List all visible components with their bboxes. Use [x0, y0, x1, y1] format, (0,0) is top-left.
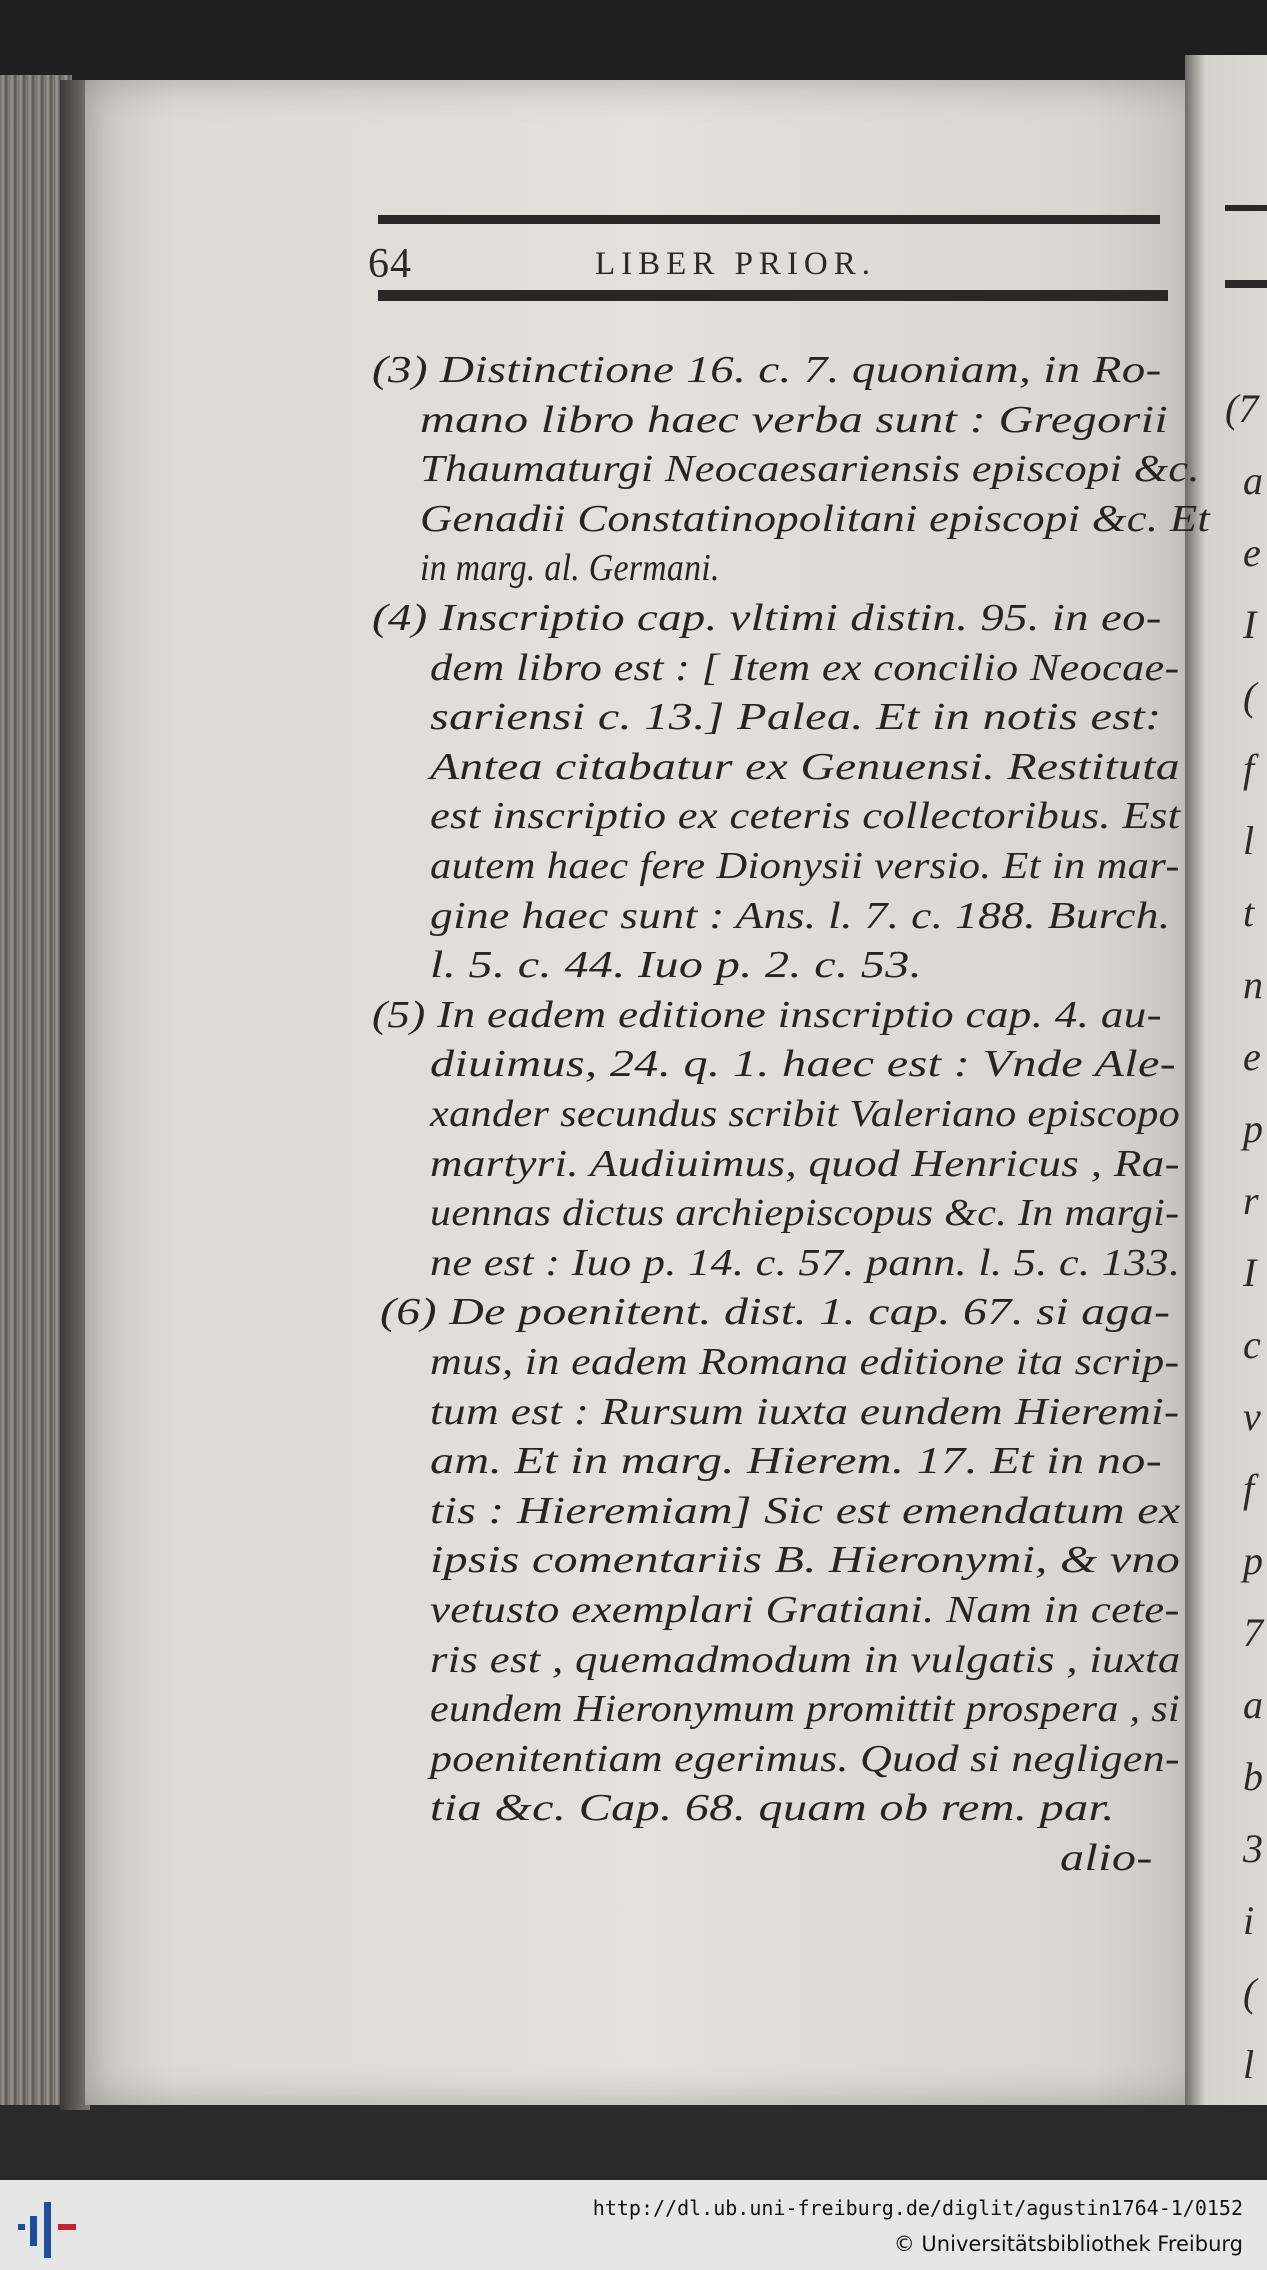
running-title: LIBER PRIOR. — [595, 246, 877, 282]
facing-page-fragment: 3 — [1243, 1826, 1263, 1871]
facing-page-fragment: (7 — [1225, 386, 1259, 431]
facing-page-fragment: a — [1243, 458, 1263, 503]
footnote-line: ipsis comentariis B. Hieronymi, & vno — [430, 1539, 1181, 1582]
footnote-line: eundem Hieronymum promittit prospera , si — [430, 1688, 1180, 1731]
footnote-line: tum est : Rursum iuxta eundem Hieremi- — [430, 1390, 1180, 1433]
footnote-line: (3) Distinctione 16. c. 7. quoniam, in Ro- — [372, 349, 1162, 391]
library-logo-icon — [14, 2194, 84, 2258]
footnote-line: (6) De poenitent. dist. 1. cap. 67. si aga- — [380, 1291, 1171, 1334]
footnote-line: sariensi c. 13.] Palea. Et in notis est: — [430, 696, 1162, 739]
footnote-line: uennas dictus archiepiscopus &c. In margi- — [430, 1192, 1180, 1235]
footnote-line: martyri. Audiuimus, quod Henricus , Ra- — [430, 1142, 1180, 1185]
footnote-line: (5) In eadem editione inscriptio cap. 4. au- — [372, 993, 1163, 1036]
facing-page-fragment: v — [1243, 1394, 1261, 1439]
facing-page-fragment: a — [1243, 1682, 1263, 1727]
facing-page-fragment: ( — [1243, 1970, 1257, 2015]
footnote-line: autem haec fere Dionysii versio. Et in mar- — [430, 845, 1180, 887]
facing-page-fragment: b — [1243, 1754, 1263, 1799]
footnote-line: vetusto exemplari Gratiani. Nam in cete- — [430, 1589, 1180, 1631]
facing-page-fragment: l — [1243, 2042, 1255, 2087]
facing-page-fragment: e — [1243, 530, 1261, 575]
facing-page-fragment: I — [1243, 1250, 1257, 1295]
facing-page-fragment: 7 — [1243, 1610, 1263, 1655]
footer-copyright: © Universitätsbibliothek Freiburg — [893, 2232, 1243, 2256]
footnote-line: ne est : Iuo p. 14. c. 57. pann. l. 5. c. 133. — [430, 1241, 1181, 1284]
footnote-line: am. Et in marg. Hierem. 17. Et in no- — [430, 1440, 1163, 1483]
footnote-line: mus, in eadem Romana editione ita scrip- — [430, 1341, 1180, 1383]
page-number: 64 — [368, 241, 412, 287]
footnote-line: (4) Inscriptio cap. vltimi distin. 95. in eo- — [372, 597, 1162, 639]
footnote-line: l. 5. c. 44. Iuo p. 2. c. 53. — [430, 944, 923, 987]
footnote-line: est inscriptio ex ceteris collectoribus. Est — [430, 795, 1181, 838]
facing-page-fragment: p — [1243, 1106, 1263, 1151]
facing-page-fragment: ( — [1243, 674, 1257, 719]
footnote-line: Genadii Constatinopolitani episcopi &c. Et — [420, 497, 1211, 540]
facing-page-fragment: f — [1243, 1466, 1255, 1511]
footer-url[interactable]: http://dl.ub.uni-freiburg.de/diglit/agustin1764-1/0152 — [592, 2196, 1243, 2220]
facing-page-fragment: r — [1243, 1178, 1259, 1223]
footnote-line: Thaumaturgi Neocaesariensis episcopi &c. — [420, 448, 1200, 491]
footnote-line: tis : Hieremiam] Sic est emendatum ex — [430, 1489, 1181, 1532]
facing-page-fragment: i — [1243, 1898, 1255, 1943]
footnote-line: tia &c. Cap. 68. quam ob rem. par. — [430, 1787, 1115, 1830]
facing-page-fragment: t — [1243, 890, 1255, 935]
facing-page-fragment: l — [1243, 818, 1255, 863]
footnote-line: Antea citabatur ex Genuensi. Restituta — [430, 745, 1180, 788]
footnote-line: diuimus, 24. q. 1. haec est : Vnde Ale- — [430, 1043, 1177, 1086]
footnote-line: poenitentiam egerimus. Quod si negligen- — [430, 1737, 1180, 1780]
footnote-line: ris est , quemadmodum in vulgatis , iuxta — [430, 1638, 1181, 1681]
facing-page-fragment: e — [1243, 1034, 1261, 1079]
facing-page-fragment: n — [1243, 962, 1263, 1007]
facing-page-fragment: I — [1243, 602, 1257, 647]
footnote-line: in marg. al. Germani. — [420, 547, 720, 590]
footnote-line: mano libro haec verba sunt : Gregorii — [420, 398, 1169, 441]
footnote-line: dem libro est : [ Item ex concilio Neocae- — [430, 646, 1180, 689]
footnote-line: gine haec sunt : Ans. l. 7. c. 188. Burch. — [430, 894, 1171, 937]
footnote-line: xander secundus scribit Valeriano episcopo — [430, 1093, 1181, 1135]
footer-bar — [0, 2180, 1267, 2270]
footnote-line: alio- — [1060, 1837, 1153, 1879]
facing-page-fragment: f — [1243, 746, 1255, 791]
facing-page-fragment: c — [1243, 1322, 1261, 1367]
facing-page-fragment: p — [1243, 1538, 1263, 1583]
